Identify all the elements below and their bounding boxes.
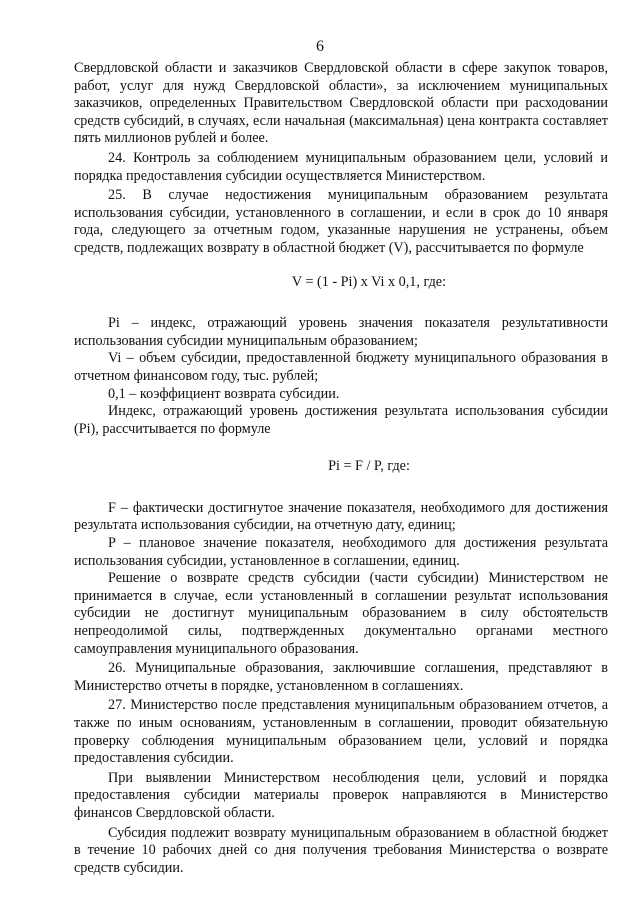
definition-f: F – фактически достигнутое значение показателя, необходимого для достижения результата использования субсидии, на отчетную дату, единиц; bbox=[74, 499, 608, 534]
page-number: 6 bbox=[316, 38, 324, 55]
formula-v: V = (1 - Pi) x Vi x 0,1, где: bbox=[291, 273, 447, 290]
paragraph-decision: Решение о возврате средств субсидии (части субсидии) Министерством не принимается в случае, если установленный в соглашении результат использования субсидии не достигнут муниципальным образованием в силу обстоятельств непреодолимой силы, подтвержденных документально органами местного самоуправления муниципального образования. bbox=[74, 570, 608, 657]
definition-p: P – плановое значение показателя, необходимого для достижения результата использования субсидии, установленное в соглашении, единиц. bbox=[74, 535, 608, 569]
index-intro: Индекс, отражающий уровень достижения результата использования субсидии (Pi), рассчитывается по формуле bbox=[74, 403, 608, 437]
paragraph-refund: Субсидия подлежит возврату муниципальным образованием в областной бюджет в течение 10 рабочих дней со дня получения требования Министерства о возврате средств субсидии. bbox=[74, 824, 608, 876]
definition-coefficient: 0,1 – коэффициент возврата субсидии. bbox=[108, 385, 340, 402]
paragraph-continuation: Свердловской области и заказчиков Свердловской области в сфере закупок товаров, работ, услуг для нужд Свердловской области», за исключением муниципальных заказчиков, определенных Правительством Свердловской области при расходовании средств субсидий, в случаях, если начальная (максимальная) цена контракта составляет пять миллионов рублей и более. bbox=[74, 60, 608, 147]
paragraph-25: 25. В случае недостижения муниципальным образованием результата использования субсидии, установленного в соглашении, и если в срок до 10 января года, следующего за отчетным годом, указанные нарушения не устранены, объем средств, подлежащих возврату в областной бюджет (V), рассчитывается по формуле bbox=[74, 187, 608, 256]
paragraph-violations: При выявлении Министерством несоблюдения цели, условий и порядка предоставления субсидии материалы проверок направляются в Министерство финансов Свердловской области. bbox=[74, 769, 608, 821]
formula-pi: Pi = F / P, где: bbox=[328, 458, 410, 475]
paragraph-26: 26. Муниципальные образования, заключившие соглашения, представляют в Министерство отчеты в порядке, установленном в соглашениях. bbox=[74, 660, 608, 694]
paragraph-24: 24. Контроль за соблюдением муниципальным образованием цели, условий и порядка предоставления субсидии осуществляется Министерством. bbox=[74, 149, 608, 184]
definition-pi: Pi – индекс, отражающий уровень значения показателя результативности использования субсидии муниципальным образованием; bbox=[74, 315, 608, 349]
document-body bbox=[74, 60, 608, 877]
definition-vi: Vi – объем субсидии, предоставленной бюджету муниципального образования в отчетном финансовом году, тыс. рублей; bbox=[74, 350, 608, 384]
paragraph-27: 27. Министерство после представления муниципальным образованием отчетов, а также по иным основаниям, установленным в соглашении, проводит обязательную проверку соблюдения муниципальным образованием цели, условий и порядка предоставления субсидии. bbox=[74, 697, 608, 767]
